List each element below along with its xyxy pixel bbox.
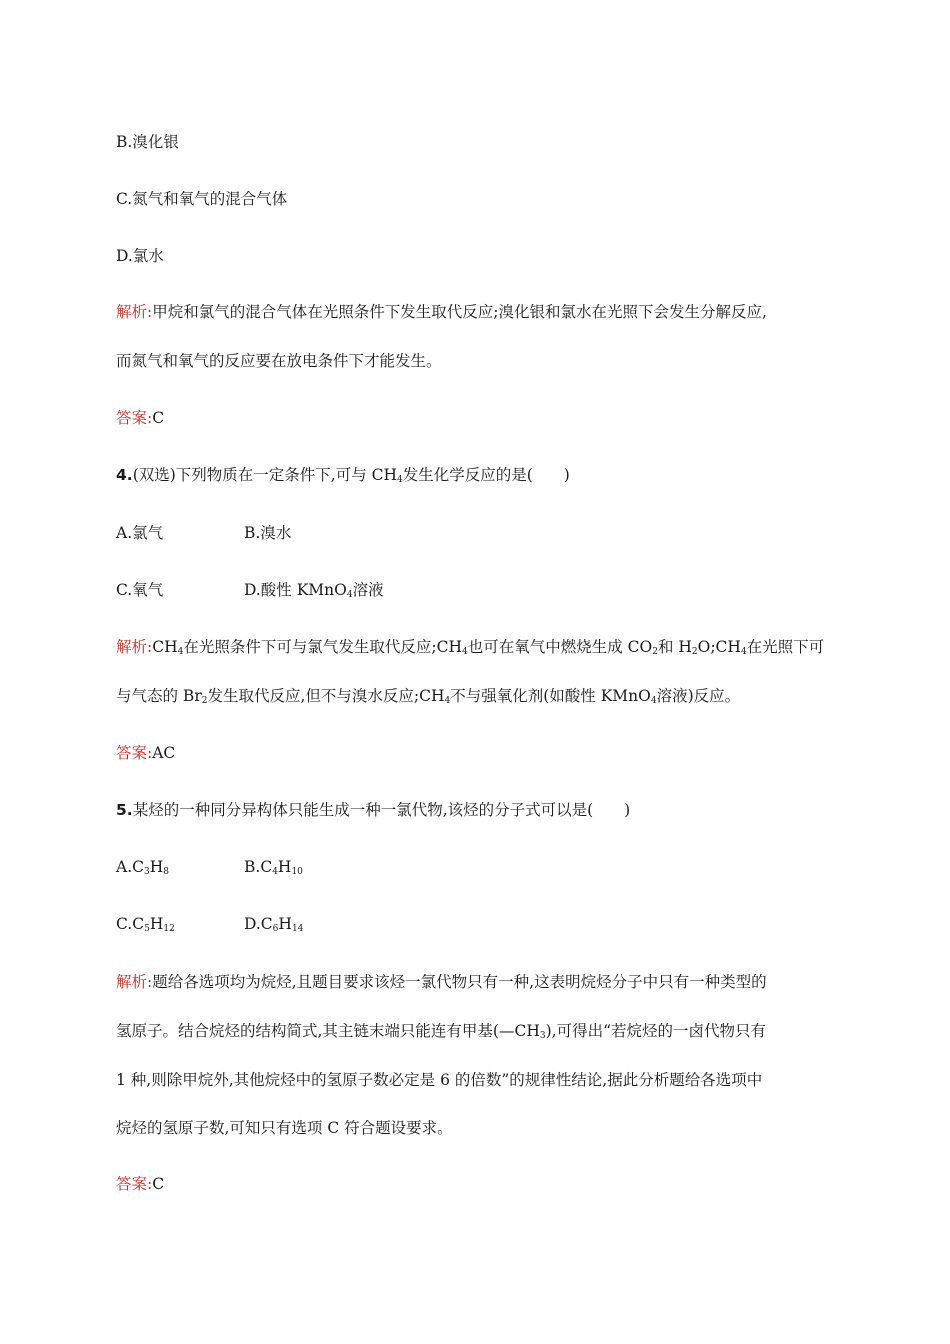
q4-option-a: A.氯气 [116, 524, 164, 542]
q5-analysis-line-2: 氢原子。结合烷烃的结构简式,其主链末端只能连有甲基$(—CH_3)$,可得出“若烷烃的一卤代物只有 [116, 1022, 766, 1041]
answer-value: AC [152, 744, 176, 762]
analysis-label: 解析: [116, 973, 153, 991]
question-number: 4. [116, 466, 133, 484]
analysis-label: 解析: [116, 638, 153, 656]
q4-option-d: D.酸性 KMnO$_4$溶液 [244, 581, 384, 600]
q5-analysis-line-4: 烷烃的氢原子数,可知只有选项 C 符合题设要求。 [116, 1119, 453, 1137]
q5-analysis-line-1: 解析:题给各选项均为烷烃,且题目要求该烃一氯代物只有一种,这表明烷烃分子中只有一种类型的 [116, 973, 767, 991]
q4-options-row-2 [116, 580, 516, 600]
q5-options-row-1 [116, 857, 516, 877]
answer-label: 答案: [116, 744, 153, 762]
q5-option-b: $B.C_4H_{10}$ [244, 858, 303, 877]
q3-analysis-line-2: 而氮气和氧气的反应要在放电条件下才能发生。 [116, 352, 442, 370]
q4-options-row-1 [116, 523, 516, 543]
answer-value: C [152, 409, 165, 427]
q5-analysis-line-3: 1 种,则除甲烷外,其他烷烃中的氢原子数必定是 6 的倍数”的规律性结论,据此分析题给各选项中 [116, 1071, 763, 1089]
q4-analysis-line-1: 解析$:CH_4$在光照条件下可与氯气发生取代反应$;CH_4$也可在氧气中燃烧生成 $CO_2$和 $H_2O;CH_4$在光照下可 [116, 638, 825, 657]
q3-answer [116, 408, 164, 428]
q3-option-d: D.氯水 [116, 247, 164, 265]
q3-option-b: B.溴化银 [116, 133, 179, 151]
q4-answer [116, 743, 175, 763]
q4-analysis-line-2: 与气态的 $Br_2$发生取代反应,但不与溴水反应$;CH_4$不与强氧化剂(如酸性 KMnO$_4$溶液)反应。 [116, 687, 741, 706]
analysis-label: 解析: [116, 303, 153, 321]
q5-option-d: $D.C_6H_{14}$ [244, 915, 304, 934]
q5-option-a: $A.C_3H_8$ [116, 858, 169, 877]
q4-option-b: B.溴水 [244, 524, 292, 542]
answer-label: 答案: [116, 409, 153, 427]
question-number: 5. [116, 801, 133, 819]
answer-value: C [152, 1175, 165, 1193]
q4-option-c: C.氧气 [116, 581, 164, 599]
q5-stem: 5.某烃的一种同分异构体只能生成一种一氯代物,该烃的分子式可以是( ) [116, 801, 631, 819]
q5-options-row-2 [116, 914, 516, 934]
q5-answer [116, 1174, 164, 1194]
q3-option-c: C.氮气和氧气的混合气体 [116, 190, 288, 208]
answer-label: 答案: [116, 1175, 153, 1193]
q4-stem: 4.(双选)下列物质在一定条件下,可与 $CH_4$发生化学反应的是( ) [116, 466, 570, 485]
q5-option-c: $C.C_5H_{12}$ [116, 915, 175, 934]
q3-analysis-line-1: 解析:甲烷和氯气的混合气体在光照条件下发生取代反应;溴化银和氯水在光照下会发生分解反应, [116, 303, 767, 321]
